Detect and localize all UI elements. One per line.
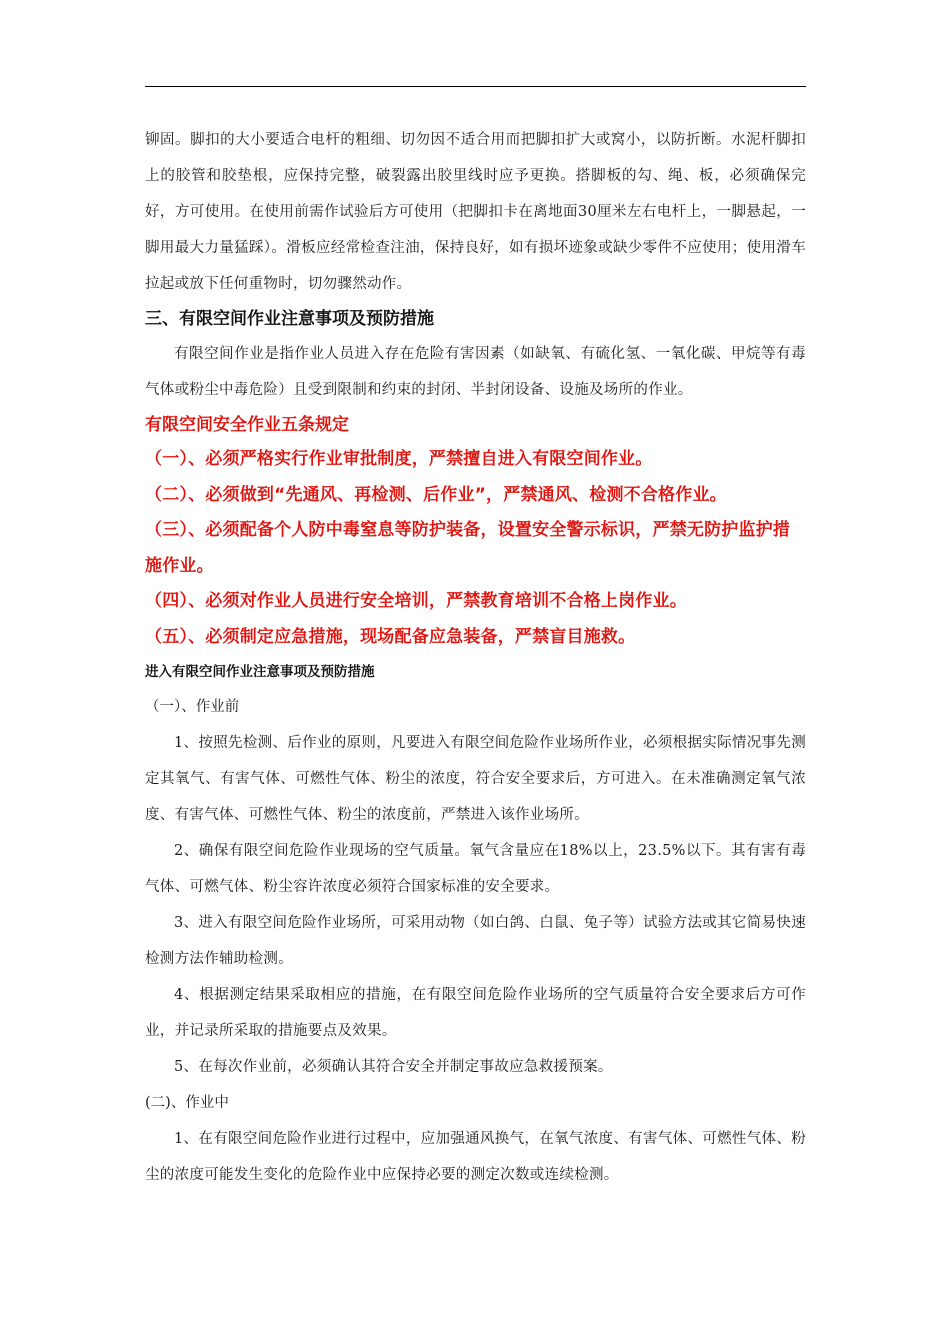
during-item: 1、在有限空间危险作业进行过程中，应加强通风换气，在氧气浓度、有害气体、可燃性气体、粉尘的浓度可能发生变化的危险作业中应保持必要的测定次数或连续检测。 [145, 1131, 806, 1183]
before-item: 4、根据测定结果采取相应的措施，在有限空间危险作业场所的空气质量符合安全要求后方可作业，并记录所采取的措施要点及效果。 [145, 987, 806, 1039]
rule-item: （二）、必须做到“先通风、再检测、后作业”，严禁通风、检测不合格作业。 [145, 484, 727, 505]
rule-item: （五）、必须制定应急措施，现场配备应急装备，严禁盲目施救。 [145, 626, 636, 647]
section-heading: 三、有限空间作业注意事项及预防措施 [145, 309, 434, 329]
rules-title: 有限空间安全作业五条规定 [145, 415, 349, 435]
definition-paragraph: 有限空间作业是指作业人员进入存在危险有害因素（如缺氧、有硫化氢、一氧化碳、甲烷等有毒气体或粉尘中毒危险）且受到限制和约束的封闭、半封闭设备、设施及场所的作业。 [145, 346, 806, 398]
before-item: 3、进入有限空间危险作业场所，可采用动物（如白鸽、白鼠、兔子等）试验方法或其它简易快速检测方法作辅助检测。 [145, 915, 806, 967]
before-title: （一）、作业前 [145, 699, 240, 715]
rule-item: （一）、必须严格实行作业审批制度，严禁擅自进入有限空间作业。 [145, 449, 653, 469]
header-rule [145, 86, 806, 87]
intro-paragraph: 铆固。脚扣的大小要适合电杆的粗细、切勿因不适合用而把脚扣扩大或窝小，以防折断。水泥杆脚扣上的胶管和胶垫根，应保持完整，破裂露出胶里线时应予更换。搭脚板的勾、绳、板，必须确保完好，方可使用。在使用前需作试验后方可使用（把脚扣卡在离地面30厘米左右电杆上，一脚悬起，一脚用最大力量猛踩）。滑板应经常检查注油，保持良好，如有损坏迹象或缺少零件不应使用；使用滑车拉起或放下任何重物时，切勿骤然动作。 [145, 132, 806, 292]
sub-heading: 进入有限空间作业注意事项及预防措施 [145, 664, 375, 680]
rule-item: （四）、必须对作业人员进行安全培训，严禁教育培训不合格上岗作业。 [145, 591, 687, 611]
rule-item: （三）、必须配备个人防中毒窒息等防护装备，设置安全警示标识，严禁无防护监护措施作业。 [145, 520, 791, 576]
before-item: 1、按照先检测、后作业的原则，凡要进入有限空间危险作业场所作业，必须根据实际情况事先测定其氧气、有害气体、可燃性气体、粉尘的浓度，符合安全要求后，方可进入。在未准确测定氧气浓度、有害气体、可燃性气体、粉尘的浓度前，严禁进入该作业场所。 [145, 735, 806, 823]
during-title: (二)、作业中 [145, 1095, 229, 1111]
document-page [145, 122, 806, 1193]
before-item: 5、在每次作业前，必须确认其符合安全并制定事故应急救援预案。 [174, 1059, 613, 1075]
before-item: 2、确保有限空间危险作业现场的空气质量。氧气含量应在18%以上，23.5%以下。其有害有毒气体、可燃气体、粉尘容许浓度必须符合国家标准的安全要求。 [145, 843, 806, 895]
